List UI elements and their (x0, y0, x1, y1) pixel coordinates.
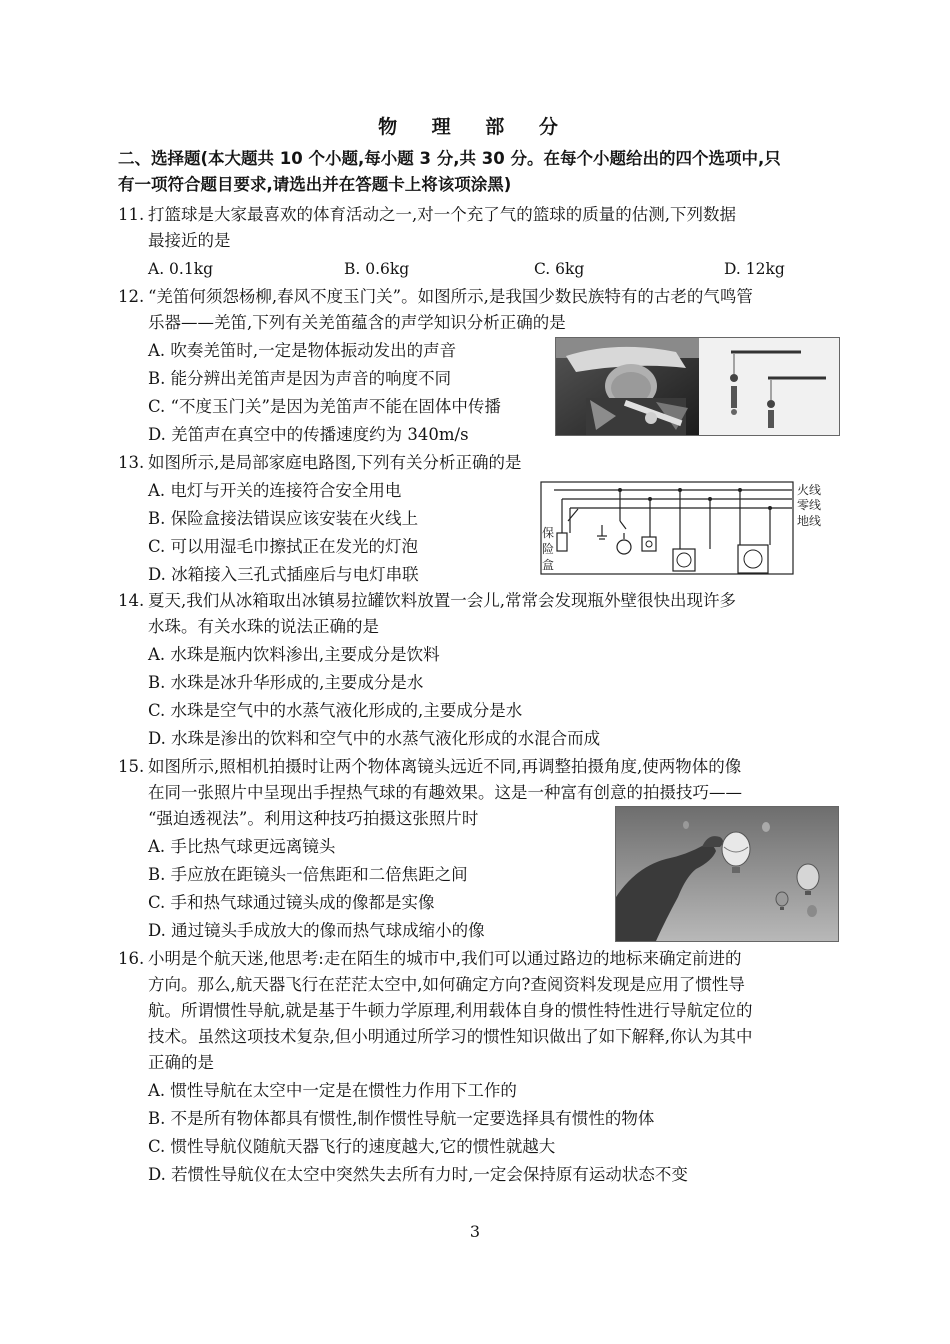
q14-stem-line-2: 水珠。有关水珠的说法正确的是 (148, 617, 379, 636)
q14-option-d: D. 水珠是渗出的饮料和空气中的水蒸气液化形成的水混合而成 (148, 729, 601, 748)
q11-option-a: A. 0.1kg (148, 260, 214, 278)
q13-label-live-wire: 火线 (797, 483, 822, 497)
q16-option-b: B. 不是所有物体都具有惯性,制作惯性导航一定要选择具有惯性的物体 (148, 1109, 655, 1128)
q16-stem-line-2: 方向。那么,航天器飞行在茫茫太空中,如何确定方向?查阅资料发现是应用了惯性导 (148, 975, 745, 994)
q15-option-d: D. 通过镜头手成放大的像而热气球成缩小的像 (148, 921, 485, 940)
q13-circuit-diagram (540, 481, 838, 575)
q11-option-b: B. 0.6kg (344, 260, 410, 278)
q11-option-c: C. 6kg (534, 260, 585, 278)
q15-option-a: A. 手比热气球更远离镜头 (148, 837, 336, 856)
q15-stem-line-2: 在同一张照片中呈现出手捏热气球的有趣效果。这是一种富有创意的拍摄技巧—— (148, 783, 742, 802)
q11-stem-line-2: 最接近的是 (148, 231, 231, 250)
q13-option-d: D. 冰箱接入三孔式插座后与电灯串联 (148, 565, 419, 584)
q13-option-a: A. 电灯与开关的连接符合安全用电 (148, 481, 402, 500)
section-heading-line-1: 二、选择题(本大题共 10 个小题,每小题 3 分,共 30 分。在每个小题给出的四个选项中,只 (118, 149, 781, 168)
q13-label-fuse-char-1: 保 (542, 526, 555, 540)
q16-option-c: C. 惯性导航仪随航天器飞行的速度越大,它的惯性就越大 (148, 1137, 556, 1156)
q11-stem-line-1: 打篮球是大家最喜欢的体育活动之一,对一个充了气的篮球的质量的估测,下列数据 (148, 205, 736, 224)
q16-stem-line-5: 正确的是 (148, 1053, 214, 1072)
q14-stem-line-1: 夏天,我们从冰箱取出冰镇易拉罐饮料放置一会儿,常常会发现瓶外壁很快出现许多 (148, 591, 736, 610)
q13-label-ground-wire: 地线 (797, 514, 822, 528)
page-number: 3 (469, 1222, 481, 1241)
q16-option-a: A. 惯性导航在太空中一定是在惯性力作用下工作的 (148, 1081, 517, 1100)
q12-option-a: A. 吹奏羌笛时,一定是物体振动发出的声音 (148, 341, 457, 360)
q12-stem-line-1: “羌笛何须怨杨柳,春风不度玉门关”。如图所示,是我国少数民族特有的古老的气鸣管 (148, 287, 753, 306)
q13-stem-line-1: 如图所示,是局部家庭电路图,下列有关分析正确的是 (148, 453, 522, 472)
q13-label-fuse-char-2: 险 (542, 542, 555, 556)
q12-option-d: D. 羌笛声在真空中的传播速度约为 340m/s (148, 425, 469, 444)
q16-number: 16. (118, 949, 145, 968)
q15-number: 15. (118, 757, 145, 776)
q13-label-fuse-char-3: 盒 (542, 558, 555, 572)
q15-option-b: B. 手应放在距镜头一倍焦距和二倍焦距之间 (148, 865, 468, 884)
q12-stem-line-2: 乐器——羌笛,下列有关羌笛蕴含的声学知识分析正确的是 (148, 313, 566, 332)
q16-stem-line-3: 航。所谓惯性导航,就是基于牛顿力学原理,利用载体自身的惯性特性进行导航定位的 (148, 1001, 753, 1020)
q13-option-c: C. 可以用湿毛巾擦拭正在发光的灯泡 (148, 537, 419, 556)
section-heading-line-2: 有一项符合题目要求,请选出并在答题卡上将该项涂黑) (118, 175, 512, 194)
q16-stem-line-1: 小明是个航天迷,他思考:走在陌生的城市中,我们可以通过路边的地标来确定前进的 (148, 949, 742, 968)
q12-qiang-flute-photo (555, 337, 840, 436)
q16-option-d: D. 若惯性导航仪在太空中突然失去所有力时,一定会保持原有运动状态不变 (148, 1165, 688, 1184)
q15-stem-line-1: 如图所示,照相机拍摄时让两个物体离镜头远近不同,再调整拍摄角度,使两物体的像 (148, 757, 742, 776)
q14-number: 14. (118, 591, 145, 610)
q16-stem-line-4: 技术。虽然这项技术复杂,但小明通过所学习的惯性知识做出了如下解释,你认为其中 (148, 1027, 753, 1046)
q15-balloon-photo (615, 806, 839, 942)
q13-number: 13. (118, 453, 145, 472)
q12-option-c: C. “不度玉门关”是因为羌笛声不能在固体中传播 (148, 397, 501, 416)
q15-stem-line-3: “强迫透视法”。利用这种技巧拍摄这张照片时 (148, 809, 479, 828)
q15-option-c: C. 手和热气球通过镜头成的像都是实像 (148, 893, 435, 912)
q13-label-neutral-wire: 零线 (797, 498, 822, 512)
q14-option-b: B. 水珠是冰升华形成的,主要成分是水 (148, 673, 424, 692)
q13-option-b: B. 保险盒接法错误应该安装在火线上 (148, 509, 419, 528)
q11-number: 11. (118, 205, 145, 224)
q12-number: 12. (118, 287, 145, 306)
q14-option-a: A. 水珠是瓶内饮料渗出,主要成分是饮料 (148, 645, 440, 664)
q12-option-b: B. 能分辨出羌笛声是因为声音的响度不同 (148, 369, 452, 388)
page-title: 物 理 部 分 (378, 116, 572, 138)
q14-option-c: C. 水珠是空气中的水蒸气液化形成的,主要成分是水 (148, 701, 523, 720)
q11-option-d: D. 12kg (724, 260, 785, 278)
